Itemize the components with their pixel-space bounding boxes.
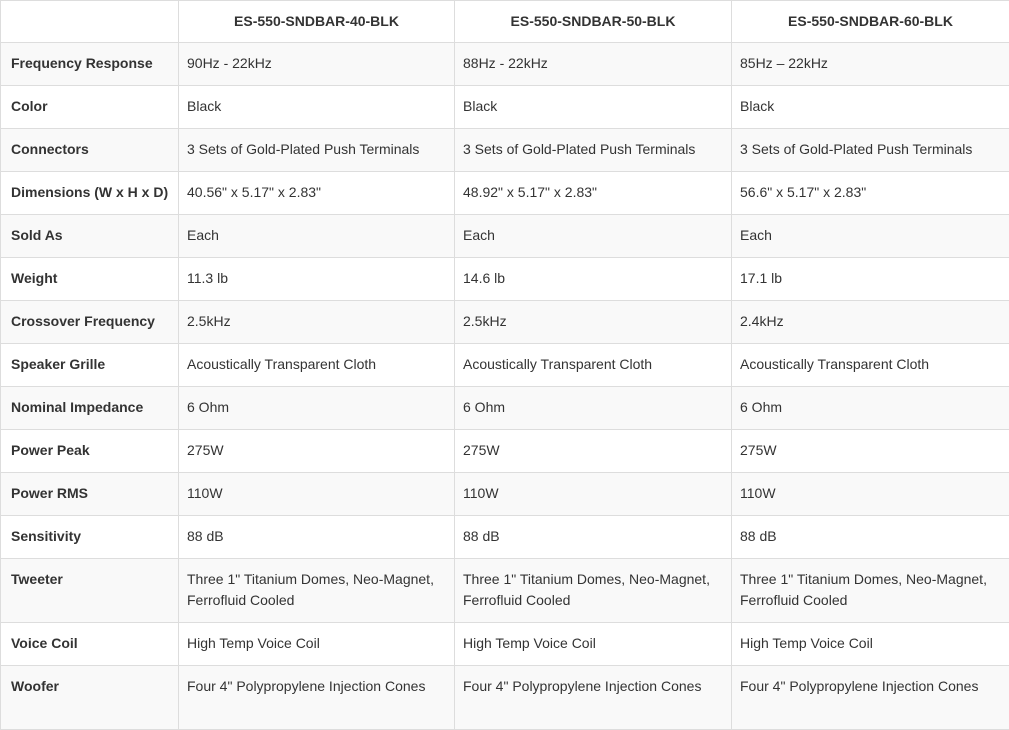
column-header-model-40: ES-550-SNDBAR-40-BLK	[179, 1, 455, 43]
cell-value: 2.4kHz	[732, 301, 1009, 344]
table-row	[1, 387, 1009, 430]
cell-value: 110W	[179, 473, 455, 516]
row-label: Power RMS	[1, 473, 179, 516]
cell-value: 3 Sets of Gold-Plated Push Terminals	[732, 129, 1009, 172]
cell-value: 275W	[179, 430, 455, 473]
table-row	[1, 172, 1009, 215]
table-header-row	[1, 1, 1009, 43]
cell-value: Black	[455, 86, 732, 129]
cell-value: 275W	[455, 430, 732, 473]
cell-value: Black	[179, 86, 455, 129]
cell-value: 40.56" x 5.17" x 2.83"	[179, 172, 455, 215]
table-row	[1, 473, 1009, 516]
table-row	[1, 623, 1009, 666]
table-row	[1, 86, 1009, 129]
row-label: Voice Coil	[1, 623, 179, 666]
cell-value: 11.3 lb	[179, 258, 455, 301]
row-label: Sold As	[1, 215, 179, 258]
cell-value: 90Hz - 22kHz	[179, 43, 455, 86]
row-label: Color	[1, 86, 179, 129]
cell-value: 48.92" x 5.17" x 2.83"	[455, 172, 732, 215]
table-row	[1, 301, 1009, 344]
cell-value: 88 dB	[455, 516, 732, 559]
cell-value: 6 Ohm	[455, 387, 732, 430]
table-row	[1, 215, 1009, 258]
cell-value: 88 dB	[732, 516, 1009, 559]
cell-value: 56.6" x 5.17" x 2.83"	[732, 172, 1009, 215]
cell-value: High Temp Voice Coil	[455, 623, 732, 666]
cell-value: Acoustically Transparent Cloth	[732, 344, 1009, 387]
row-label: Nominal Impedance	[1, 387, 179, 430]
header-corner-cell	[1, 1, 179, 43]
column-header-model-60: ES-550-SNDBAR-60-BLK	[732, 1, 1009, 43]
cell-value: Three 1" Titanium Domes, Neo-Magnet, Ferrofluid Cooled	[732, 559, 1009, 623]
cell-value: Three 1" Titanium Domes, Neo-Magnet, Ferrofluid Cooled	[179, 559, 455, 623]
row-label: Power Peak	[1, 430, 179, 473]
cell-value: 3 Sets of Gold-Plated Push Terminals	[179, 129, 455, 172]
row-label: Speaker Grille	[1, 344, 179, 387]
cell-value: 17.1 lb	[732, 258, 1009, 301]
cell-value: 110W	[732, 473, 1009, 516]
cell-value: High Temp Voice Coil	[732, 623, 1009, 666]
cell-value: 14.6 lb	[455, 258, 732, 301]
cell-value: Acoustically Transparent Cloth	[455, 344, 732, 387]
row-label: Dimensions (W x H x D)	[1, 172, 179, 215]
table-row	[1, 430, 1009, 473]
cell-value: Three 1" Titanium Domes, Neo-Magnet, Ferrofluid Cooled	[455, 559, 732, 623]
cell-value: 6 Ohm	[732, 387, 1009, 430]
cell-value: Each	[179, 215, 455, 258]
cell-value: 2.5kHz	[179, 301, 455, 344]
row-label: Connectors	[1, 129, 179, 172]
cell-value: 2.5kHz	[455, 301, 732, 344]
cell-value: 88 dB	[179, 516, 455, 559]
cell-value: Each	[732, 215, 1009, 258]
column-header-model-50: ES-550-SNDBAR-50-BLK	[455, 1, 732, 43]
cell-value: 6 Ohm	[179, 387, 455, 430]
row-label: Frequency Response	[1, 43, 179, 86]
cell-value: Each	[455, 215, 732, 258]
table-row	[1, 516, 1009, 559]
cell-value: High Temp Voice Coil	[179, 623, 455, 666]
table-row	[1, 666, 1009, 730]
row-label: Crossover Frequency	[1, 301, 179, 344]
row-label: Sensitivity	[1, 516, 179, 559]
table-row	[1, 129, 1009, 172]
cell-value: 110W	[455, 473, 732, 516]
cell-value: 3 Sets of Gold-Plated Push Terminals	[455, 129, 732, 172]
table-row	[1, 559, 1009, 623]
cell-value: 275W	[732, 430, 1009, 473]
cell-value: Acoustically Transparent Cloth	[179, 344, 455, 387]
cell-value: 85Hz – 22kHz	[732, 43, 1009, 86]
row-label: Weight	[1, 258, 179, 301]
row-label: Tweeter	[1, 559, 179, 623]
cell-value: 88Hz - 22kHz	[455, 43, 732, 86]
row-label: Woofer	[1, 666, 179, 730]
cell-value: Four 4" Polypropylene Injection Cones	[179, 666, 455, 730]
cell-value: Four 4" Polypropylene Injection Cones	[732, 666, 1009, 730]
cell-value: Four 4" Polypropylene Injection Cones	[455, 666, 732, 730]
cell-value: Black	[732, 86, 1009, 129]
table-row	[1, 43, 1009, 86]
table-row	[1, 344, 1009, 387]
table-row	[1, 258, 1009, 301]
